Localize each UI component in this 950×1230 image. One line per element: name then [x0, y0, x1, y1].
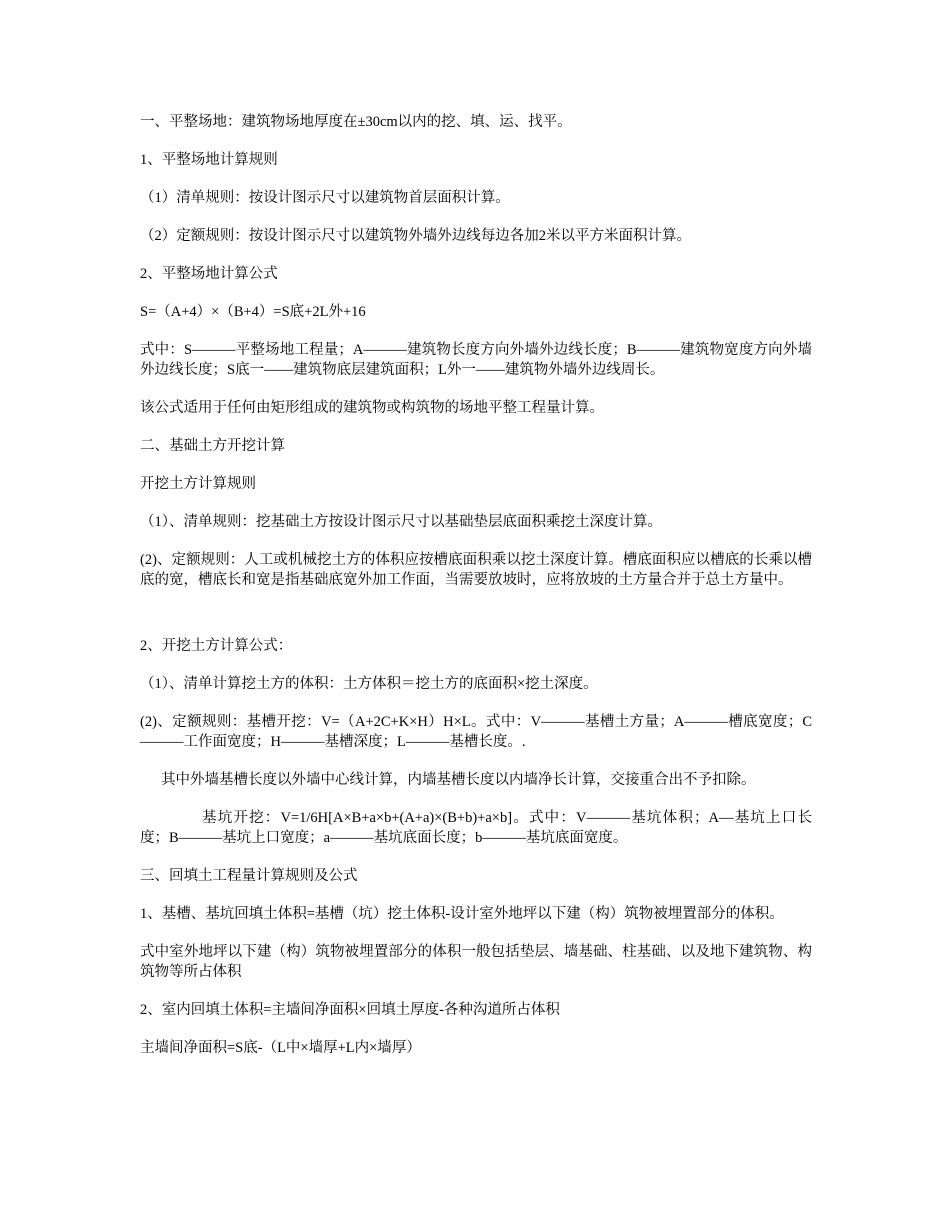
- document-body: [140, 112, 812, 1076]
- section-heading: 三、回填土工程量计算规则及公式: [140, 868, 358, 884]
- paragraph: 该公式适用于任何由矩形组成的建筑物或构筑物的场地平整工程量计算。: [140, 400, 604, 416]
- formula: 主墙间净面积=S底-（L中×墙厚+L内×墙厚）: [140, 1040, 421, 1056]
- section-heading: 二、基础土方开挖计算: [140, 438, 285, 454]
- paragraph: 其中外墙基槽长度以外墙中心线计算，内墙基槽长度以内墙净长计算，交接重合出不予扣除。: [161, 772, 756, 788]
- subsection-heading: 开挖土方计算规则: [140, 476, 256, 492]
- paragraph: （1）、清单计算挖土方的体积：土方体积＝挖土方的底面积×挖土深度。: [140, 676, 598, 692]
- paragraph: 式中：S———平整场地工程量；A———建筑物长度方向外墙外边线长度；B———建筑物宽度方向外墙外边线长度；S底一——建筑物底层建筑面积；L外一——建筑物外墙外边线周长。: [140, 342, 812, 378]
- paragraph: 式中室外地坪以下建（构）筑物被埋置部分的体积一般包括垫层、墙基础、柱基础、以及地下建筑物、构筑物等所占体积: [140, 944, 812, 980]
- paragraph: (2)、定额规则：基槽开挖：V=（A+2C+K×H）H×L。式中：V———基槽土方量；A———槽底宽度；C———工作面宽度；H———基槽深度；L———基槽长度。.: [140, 714, 812, 750]
- subsection-heading: 2、平整场地计算公式: [140, 266, 278, 282]
- subsection-heading: 1、平整场地计算规则: [140, 152, 278, 168]
- paragraph: （1）、清单规则：挖基础土方按设计图示尺寸以基础垫层底面积乘挖土深度计算。: [140, 514, 662, 530]
- section-heading: 一、平整场地：建筑物场地厚度在±30cm以内的挖、填、运、找平。: [140, 114, 572, 130]
- paragraph: （1）清单规则：按设计图示尺寸以建筑物首层面积计算。: [140, 190, 510, 206]
- subsection-heading: 2、开挖土方计算公式：: [140, 638, 293, 654]
- formula: S=（A+4）×（B+4）=S底+2L外+16: [140, 304, 366, 320]
- paragraph: 2、室内回填土体积=主墙间净面积×回填土厚度-各种沟道所占体积: [140, 1002, 560, 1018]
- paragraph: （2）定额规则：按设计图示尺寸以建筑物外墙外边线每边各加2米以平方米面积计算。: [140, 228, 691, 244]
- paragraph: (2)、定额规则：人工或机械挖土方的体积应按槽底面积乘以挖土深度计算。槽底面积应以槽底的长乘以槽底的宽，槽底长和宽是指基础底宽外加工作面，当需要放坡时，应将放坡的土方量合并于总土方量中。: [140, 552, 812, 588]
- paragraph: 基坑开挖：V=1/6H[A×B+a×b+(A+a)×(B+b)+a×b]。式中：V———基坑体积；A—基坑上口长度；B———基坑上口宽度；a———基坑底面长度；b———基坑底面宽度。: [140, 810, 812, 846]
- paragraph: 1、基槽、基坑回填土体积=基槽（坑）挖土体积-设计室外地坪以下建（构）筑物被埋置部分的体积。: [140, 906, 784, 922]
